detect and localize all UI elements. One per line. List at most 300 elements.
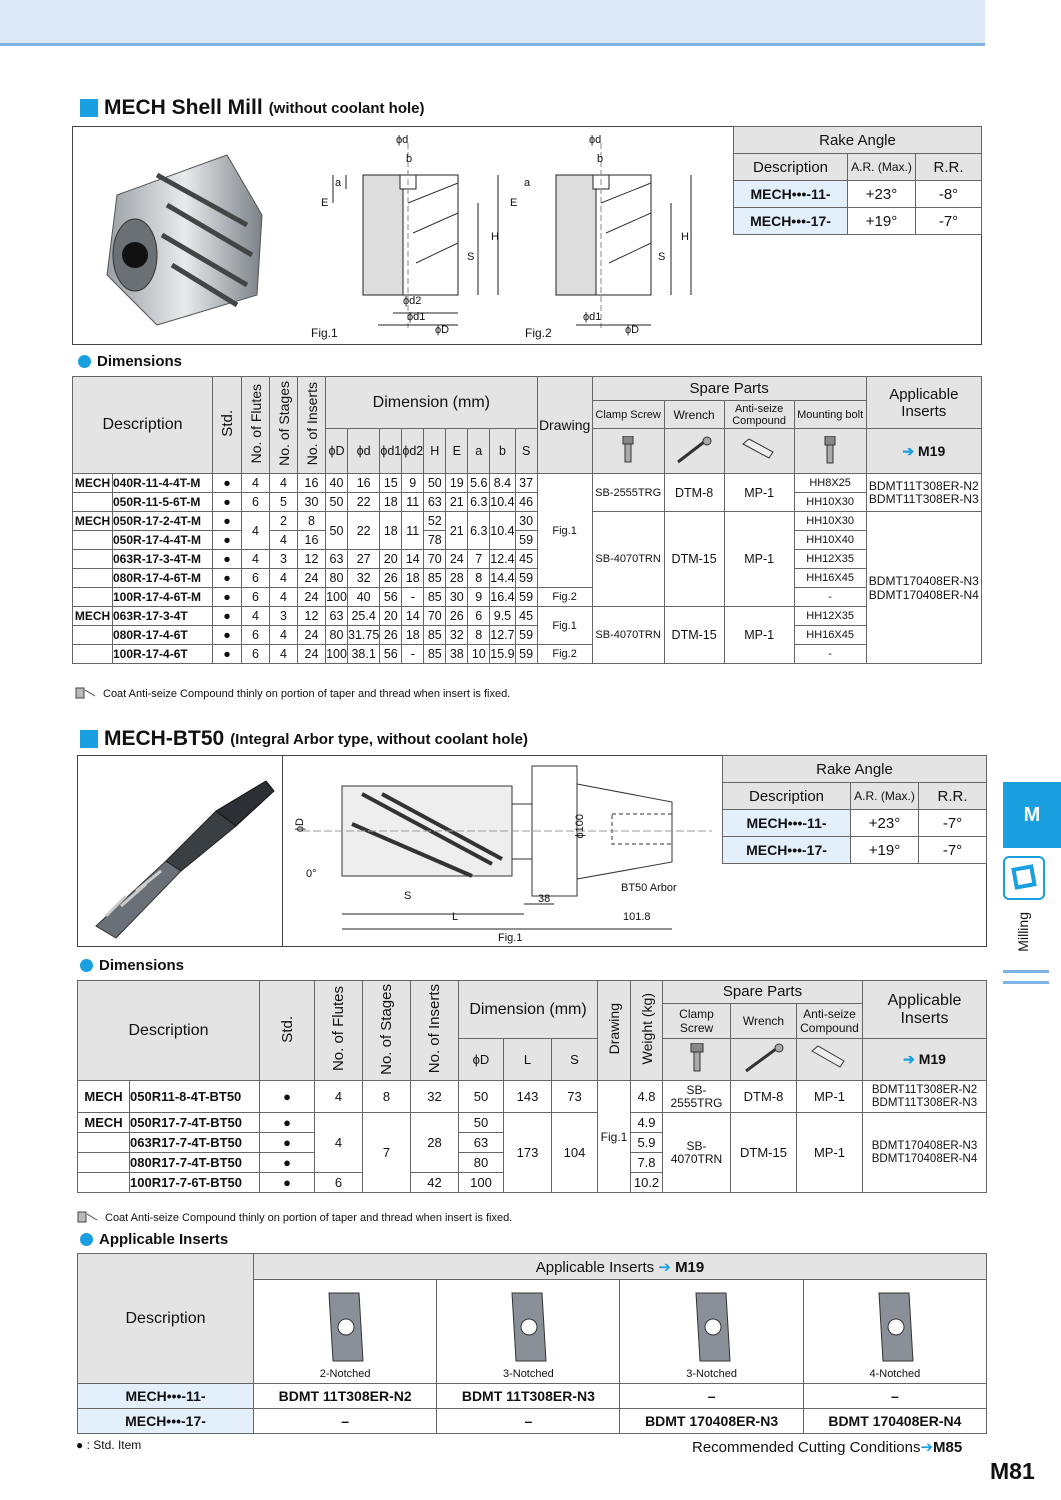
fig2-label-H: H <box>681 231 689 243</box>
bt50-label-S: S <box>404 890 412 902</box>
row-wrench: DTM-15 <box>664 512 724 607</box>
row-E: 30 <box>446 588 468 607</box>
row-cell: – <box>620 1384 803 1409</box>
row-D: 80 <box>326 569 348 588</box>
row-bolt: HH12X35 <box>794 607 866 626</box>
std-dot-icon: ● <box>260 1081 315 1113</box>
recommended-text: Recommended Cutting Conditions <box>692 1439 921 1456</box>
std-dot-icon: ● <box>213 550 242 569</box>
h-applicable-ref[interactable] <box>863 1039 987 1081</box>
h-clamp-screw: Clamp Screw <box>592 401 664 429</box>
h-description: Description <box>78 981 260 1081</box>
row-model: 063R-17-3-4T <box>113 607 213 626</box>
row-D: 100 <box>326 588 348 607</box>
row-S: 59 <box>515 569 537 588</box>
row-H: 52 <box>424 512 446 531</box>
row-drawing: Fig.1 <box>537 474 592 588</box>
section1-title <box>80 96 425 120</box>
row-D: 50 <box>326 512 348 550</box>
row-stages: 4 <box>270 626 298 645</box>
row-D: 80 <box>326 626 348 645</box>
h-applicable-text: Applicable Inserts <box>889 385 959 420</box>
row-drawing: Fig.1 <box>598 1081 631 1193</box>
row-antiseize: MP-1 <box>797 1113 863 1193</box>
row-d1: 56 <box>380 645 402 664</box>
row-antiseize: MP-1 <box>724 607 794 664</box>
row-d2: - <box>402 645 424 664</box>
bt50-fig-caption: Fig.1 <box>498 932 523 944</box>
table-row <box>73 626 982 645</box>
row-d2: 18 <box>402 626 424 645</box>
insert-4-notched-cell <box>803 1280 986 1384</box>
fig1-label-E: E <box>321 197 329 209</box>
fig2-label-E: E <box>510 197 518 209</box>
row-weight: 4.9 <box>631 1113 663 1133</box>
row-L: 143 <box>504 1081 552 1113</box>
table-row <box>78 1113 987 1133</box>
row-S: 104 <box>552 1113 598 1193</box>
h-dim-col: ϕd2 <box>402 429 424 474</box>
row-prefix-empty <box>73 550 113 569</box>
recommended-link[interactable] <box>692 1438 962 1456</box>
row-flutes: 4 <box>242 474 270 493</box>
h-dim-col: ϕd <box>348 429 380 474</box>
row-d: 27 <box>348 550 380 569</box>
rake-row-desc: MECH•••-11- <box>734 181 848 208</box>
row-S: 59 <box>515 645 537 664</box>
arrow-right-icon: ➔ <box>920 1439 934 1456</box>
row-flutes: 4 <box>242 607 270 626</box>
row-inserts: 24 <box>298 645 326 664</box>
row-inserts: 16 <box>298 474 326 493</box>
row-E: 19 <box>446 474 468 493</box>
row-a: 8 <box>468 626 490 645</box>
bt50-label-D: ϕD <box>294 818 306 833</box>
row-flutes: 4 <box>242 550 270 569</box>
row-stages: 3 <box>270 550 298 569</box>
fig2-label-d: ϕd <box>589 134 602 146</box>
row-b: 8.4 <box>490 474 515 493</box>
h-applicable-ref[interactable] <box>866 429 981 474</box>
anti-seize-note-icon <box>77 1208 99 1227</box>
table-row <box>73 607 982 626</box>
row-d2: 11 <box>402 493 424 512</box>
bt50-image <box>86 766 281 941</box>
row-inserts: 24 <box>298 626 326 645</box>
row-E: 32 <box>446 626 468 645</box>
bolt-icon <box>794 429 866 474</box>
row-clamp: SB-4070TRN <box>592 512 664 607</box>
row-inserts: 12 <box>298 550 326 569</box>
row-cell: – <box>437 1409 620 1434</box>
std-dot-icon: ● <box>213 588 242 607</box>
row-inserts: 8 <box>298 512 326 531</box>
h-mounting-bolt: Mounting bolt <box>794 401 866 429</box>
section2-dimensions-title <box>80 957 184 974</box>
row-model: 100R17-7-6T-BT50 <box>130 1173 260 1193</box>
row-d1: 18 <box>380 512 402 550</box>
h-description: Description <box>78 1254 254 1384</box>
row-S: 46 <box>515 493 537 512</box>
row-flutes: 4 <box>315 1113 363 1173</box>
std-dot-icon: ● <box>260 1173 315 1193</box>
h-std <box>260 981 315 1081</box>
row-D: 40 <box>326 474 348 493</box>
h-dim-col: ϕd1 <box>380 429 402 474</box>
row-E: 38 <box>446 645 468 664</box>
table-row <box>78 1384 987 1409</box>
row-inserts: 30 <box>298 493 326 512</box>
insert-2-notched-cell <box>254 1280 437 1384</box>
row-prefix: MECH <box>73 474 113 493</box>
row-stages: 4 <box>270 588 298 607</box>
row-b: 12.4 <box>490 550 515 569</box>
std-dot-icon: ● <box>260 1133 315 1153</box>
h-dim-col: ϕD <box>326 429 348 474</box>
rake-h-ar: A.R. (Max.) <box>851 783 919 810</box>
h-description: Description <box>73 377 213 474</box>
bt50-label-phi100: ϕ100 <box>574 814 586 839</box>
insert-code: BDMT170408ER-N3 <box>871 1139 978 1152</box>
section1-title-text: MECH Shell Mill <box>104 96 263 119</box>
applicable-inserts-title <box>80 1231 228 1248</box>
side-tab-label: Milling <box>1015 912 1031 952</box>
row-antiseize: MP-1 <box>724 512 794 607</box>
wrench-icon <box>664 429 724 474</box>
row-S: 30 <box>515 512 537 531</box>
row-inserts: 24 <box>298 569 326 588</box>
row-b: 10.4 <box>490 512 515 550</box>
row-clamp: SB-2555TRG <box>663 1081 731 1113</box>
insert-code: BDMT170408ER-N4 <box>871 1152 978 1165</box>
h-flutes <box>242 377 270 474</box>
table-row <box>73 474 982 493</box>
bullet-icon <box>80 959 93 972</box>
row-stages: 3 <box>270 607 298 626</box>
title-square-icon <box>80 99 98 117</box>
insert-code: BDMT11T308ER-N3 <box>871 1096 978 1109</box>
row-bolt: HH12X35 <box>794 550 866 569</box>
bt50-label-101: 101.8 <box>623 911 651 923</box>
insert-3-notched-cell <box>437 1280 620 1384</box>
row-b: 16.4 <box>490 588 515 607</box>
row-H: 78 <box>424 531 446 550</box>
arrow-right-icon: ➔ <box>902 442 915 459</box>
row-bolt: HH10X40 <box>794 531 866 550</box>
std-dot-icon: ● <box>260 1153 315 1173</box>
std-item-text: : Std. Item <box>86 1438 142 1452</box>
shell-mill-image <box>87 135 277 335</box>
table-row <box>73 512 982 531</box>
h-dim-col: ϕD <box>459 1039 504 1081</box>
std-item-legend <box>76 1438 141 1452</box>
h-std-text: Std. <box>218 410 236 437</box>
section1-note <box>75 684 510 703</box>
row-model: 100R-17-4-6T-M <box>113 588 213 607</box>
bullet-icon <box>78 355 91 368</box>
section2-subtitle: (Integral Arbor type, without coolant hole) <box>230 730 528 748</box>
row-b: 12.7 <box>490 626 515 645</box>
row-model: 063R17-7-4T-BT50 <box>130 1133 260 1153</box>
fig2-label-D: ϕD <box>625 324 640 336</box>
row-d1: 56 <box>380 588 402 607</box>
row-d2: 9 <box>402 474 424 493</box>
h-dimension: Dimension (mm) <box>326 377 538 429</box>
row-stages: 4 <box>270 531 298 550</box>
h-applicable <box>863 981 987 1039</box>
dimensions-table-1 <box>72 376 982 664</box>
row-a: 8 <box>468 569 490 588</box>
row-flutes: 6 <box>242 588 270 607</box>
row-bolt: - <box>794 645 866 664</box>
fig2-label-d1: ϕd1 <box>583 311 602 323</box>
row-a: 9 <box>468 588 490 607</box>
h-spare-parts: Spare Parts <box>592 377 866 401</box>
h-dim-col: E <box>446 429 468 474</box>
row-prefix-empty <box>73 569 113 588</box>
row-a: 5.6 <box>468 474 490 493</box>
rake-h-rr: R.R. <box>916 154 982 181</box>
table-row <box>78 1409 987 1434</box>
row-inserts: 32 <box>411 1081 459 1113</box>
wrench-icon <box>731 1039 797 1081</box>
row-stages: 8 <box>363 1081 411 1113</box>
row-d1: 18 <box>380 493 402 512</box>
row-a: 6 <box>468 607 490 626</box>
h-applicable-text: Applicable Inserts <box>887 991 962 1027</box>
row-H: 85 <box>424 569 446 588</box>
row-d: 25.4 <box>348 607 380 626</box>
row-H: 63 <box>424 493 446 512</box>
row-model: 100R-17-4-6T <box>113 645 213 664</box>
row-bolt: HH8X25 <box>794 474 866 493</box>
h-ref-text[interactable]: M19 <box>675 1258 705 1276</box>
row-d1: 20 <box>380 607 402 626</box>
section2-title-text: MECH-BT50 <box>104 727 225 750</box>
row-d: 22 <box>348 493 380 512</box>
row-model: 080R-17-4-6T-M <box>113 569 213 588</box>
row-prefix-empty <box>73 626 113 645</box>
rake-row-desc: MECH•••-11- <box>723 810 851 837</box>
row-D: 50 <box>459 1113 504 1133</box>
milling-icon <box>1003 856 1045 900</box>
insert-image <box>873 1289 917 1365</box>
row-E: 26 <box>446 607 468 626</box>
rake-row-ar: +19° <box>851 837 919 864</box>
rake-row-ar: +19° <box>848 208 916 235</box>
row-D: 63 <box>326 550 348 569</box>
header-band <box>0 0 985 46</box>
dimensions-title-text: Dimensions <box>99 957 185 974</box>
row-E: 21 <box>446 493 468 512</box>
row-cell: – <box>254 1409 437 1434</box>
fig2-label-a: a <box>524 177 531 189</box>
h-inserts-text: No. of Inserts <box>303 381 320 466</box>
row-H: 50 <box>424 474 446 493</box>
row-cell: BDMT 11T308ER-N2 <box>254 1384 437 1409</box>
row-D: 50 <box>326 493 348 512</box>
h-dim-col: L <box>504 1039 552 1081</box>
notch-label: 4-Notched <box>869 1368 921 1380</box>
row-wrench: DTM-8 <box>731 1081 797 1113</box>
std-dot-icon: ● <box>260 1113 315 1133</box>
fig1-label-H: H <box>491 231 499 243</box>
insert-image <box>506 1289 550 1365</box>
row-bolt: HH16X45 <box>794 626 866 645</box>
note-text: Coat Anti-seize Compound thinly on portion of taper and thread when insert is fixed. <box>105 1211 513 1224</box>
fig2-label-b: b <box>597 153 604 165</box>
row-d1: 20 <box>380 550 402 569</box>
row-d: 40 <box>348 588 380 607</box>
std-dot-icon: ● <box>76 1438 84 1452</box>
side-tab-letter[interactable]: M <box>1003 782 1061 848</box>
h-flutes <box>315 981 363 1081</box>
h-ref-text: M19 <box>918 1051 946 1067</box>
row-drawing: Fig.2 <box>537 588 592 607</box>
rake-row-ar: +23° <box>851 810 919 837</box>
row-d2: 11 <box>402 512 424 550</box>
h-stages-text: No. of Stages <box>378 983 395 1075</box>
row-prefix: MECH <box>73 512 113 531</box>
section2-title <box>80 727 528 751</box>
row-prefix-empty <box>73 493 113 512</box>
std-dot-icon: ● <box>213 569 242 588</box>
h-drawing <box>598 981 631 1081</box>
notch-label: 3-Notched <box>686 1368 737 1380</box>
row-bolt: HH10X30 <box>794 493 866 512</box>
table-row <box>73 588 982 607</box>
fig1-label-a: a <box>335 177 342 189</box>
h-wrench: Wrench <box>731 1003 797 1038</box>
row-a: 7 <box>468 550 490 569</box>
table-row <box>73 493 982 512</box>
row-S: 59 <box>515 531 537 550</box>
insert-code: BDMT11T308ER-N2 <box>871 1083 978 1096</box>
row-D: 100 <box>326 645 348 664</box>
dimensions-table-1-body <box>73 474 982 664</box>
row-d1: 26 <box>380 569 402 588</box>
row-D: 63 <box>326 607 348 626</box>
table-row <box>78 1081 987 1113</box>
row-D: 63 <box>459 1133 504 1153</box>
row-S: 45 <box>515 550 537 569</box>
row-clamp: SB-4070TRN <box>663 1113 731 1193</box>
row-model: 050R-17-2-4T-M <box>113 512 213 531</box>
row-d: 22 <box>348 512 380 550</box>
rake-row-desc: MECH•••-17- <box>734 208 848 235</box>
row-model: 040R-11-4-4T-M <box>113 474 213 493</box>
title-square-icon <box>80 730 98 748</box>
row-d1: 26 <box>380 626 402 645</box>
bt50-label-arbor: BT50 Arbor <box>621 882 677 894</box>
row-H: 70 <box>424 550 446 569</box>
row-wrench: DTM-15 <box>664 607 724 664</box>
rake-row-rr: -7° <box>919 837 987 864</box>
h-dim-col: a <box>468 429 490 474</box>
row-H: 85 <box>424 588 446 607</box>
row-weight: 5.9 <box>631 1133 663 1153</box>
row-inserts: 24 <box>298 588 326 607</box>
row-d2: - <box>402 588 424 607</box>
arrow-right-icon: ➔ <box>903 1051 915 1067</box>
row-prefix: MECH <box>73 607 113 626</box>
fig1-label-b: b <box>406 153 413 165</box>
dimensions-table-2 <box>77 980 987 1193</box>
row-b: 15.9 <box>490 645 515 664</box>
row-prefix: MECH <box>78 1081 130 1113</box>
notch-label: 3-Notched <box>502 1368 554 1380</box>
bt50-label-38: 38 <box>538 893 551 905</box>
row-H: 70 <box>424 607 446 626</box>
row-bolt: HH16X45 <box>794 569 866 588</box>
std-dot-icon: ● <box>213 626 242 645</box>
row-d2: 18 <box>402 569 424 588</box>
row-flutes: 6 <box>242 626 270 645</box>
row-d: 16 <box>348 474 380 493</box>
recommended-ref: M85 <box>933 1439 963 1456</box>
row-model: 050R11-8-4T-BT50 <box>130 1081 260 1113</box>
insert-code: BDMT170408ER-N4 <box>868 587 979 602</box>
row-flutes: 6 <box>242 569 270 588</box>
h-flutes-text: No. of Flutes <box>247 383 264 464</box>
arrow-right-icon: ➔ <box>658 1258 671 1276</box>
row-model: 080R-17-4-6T <box>113 626 213 645</box>
h-antiseize: Anti-seize Compound <box>797 1003 863 1038</box>
row-desc: MECH•••-17- <box>78 1409 254 1434</box>
insert-code: BDMT11T308ER-N2 <box>868 478 979 493</box>
row-d: 31.75 <box>348 626 380 645</box>
h-inserts-text: No. of Inserts <box>426 984 443 1074</box>
row-drawing: Fig.2 <box>537 645 592 664</box>
row-antiseize: MP-1 <box>797 1081 863 1113</box>
h-ref-text: M19 <box>918 442 946 459</box>
section2-note <box>77 1208 512 1227</box>
row-H: 85 <box>424 626 446 645</box>
rake-h-rr: R.R. <box>919 783 987 810</box>
std-dot-icon: ● <box>213 645 242 664</box>
fig2-label-S: S <box>658 251 666 263</box>
row-clamp: SB-4070TRN <box>592 607 664 664</box>
row-d1: 15 <box>380 474 402 493</box>
row-flutes: 6 <box>242 645 270 664</box>
row-stages: 2 <box>270 512 298 531</box>
insert-3-notched-cell <box>620 1280 803 1384</box>
rake-row-ar: +23° <box>848 181 916 208</box>
row-stages: 4 <box>270 569 298 588</box>
h-drawing-text: Drawing <box>606 1003 622 1055</box>
h-inserts <box>411 981 459 1081</box>
h-applicable-text: Applicable Inserts <box>535 1258 655 1276</box>
table-row <box>73 550 982 569</box>
row-antiseize: MP-1 <box>724 474 794 512</box>
h-spare-parts: Spare Parts <box>663 981 863 1004</box>
anti-seize-note-icon <box>75 684 97 703</box>
row-stages: 7 <box>363 1113 411 1193</box>
h-weight-text: Weight (kg) <box>638 993 655 1065</box>
rake-h-desc: Description <box>723 783 851 810</box>
std-dot-icon: ● <box>213 607 242 626</box>
side-tab-rule <box>1003 970 1049 984</box>
row-inserts: 42 <box>411 1173 459 1193</box>
note-text: Coat Anti-seize Compound thinly on portion of taper and thread when insert is fixed. <box>103 687 511 700</box>
h-wrench: Wrench <box>664 401 724 429</box>
rake-row-rr: -8° <box>916 181 982 208</box>
row-S: 37 <box>515 474 537 493</box>
h-flutes-text: No. of Flutes <box>330 986 347 1072</box>
rake-h-ar: A.R. (Max.) <box>848 154 916 181</box>
row-flutes: 4 <box>242 512 270 550</box>
insert-image <box>690 1289 734 1365</box>
